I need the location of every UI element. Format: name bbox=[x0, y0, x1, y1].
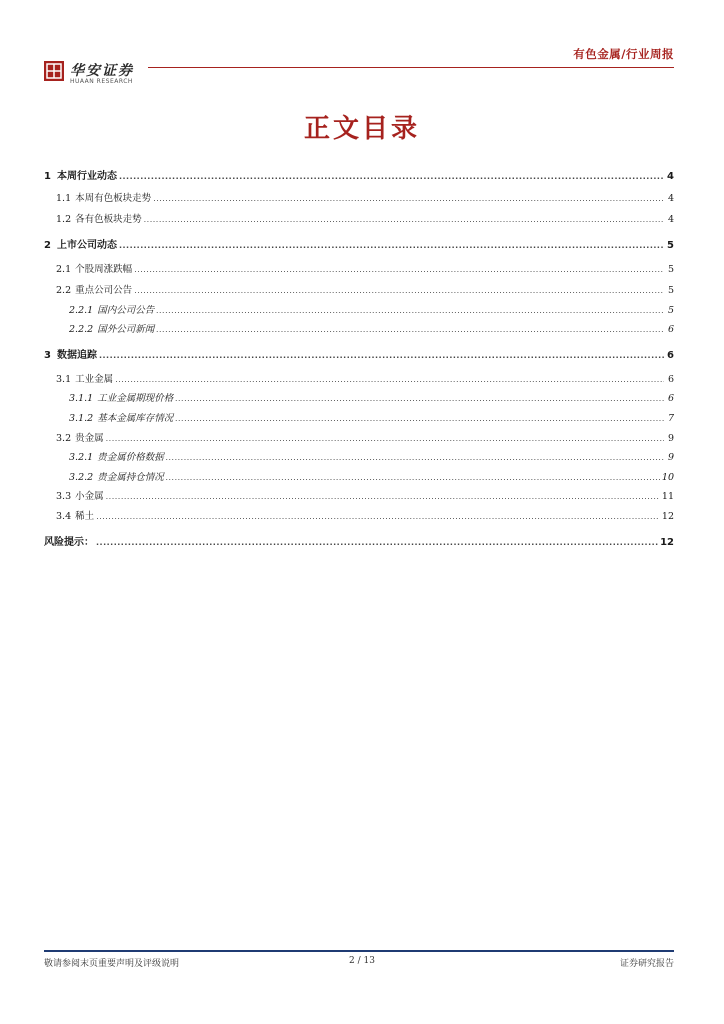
toc-entry[interactable] bbox=[44, 412, 674, 426]
toc-entry-number: 2.2.2 bbox=[69, 324, 94, 335]
toc-entry-text: 数据追踪 bbox=[56, 350, 97, 361]
toc-entry-text: 贵金属价格数据 bbox=[97, 452, 164, 463]
toc-entry[interactable] bbox=[44, 263, 674, 277]
toc-leader-dots bbox=[96, 510, 660, 524]
header-rule bbox=[148, 67, 674, 68]
toc-entry[interactable] bbox=[44, 349, 674, 363]
toc-entry-label bbox=[44, 536, 94, 550]
toc-entry-number: 2.1 bbox=[56, 264, 72, 275]
toc-entry-text: 国外公司新闻 bbox=[97, 324, 155, 335]
toc-leader-dots bbox=[106, 490, 660, 504]
toc-entry-text: 上市公司动态 bbox=[56, 240, 117, 251]
toc-entry-number: 3.1.2 bbox=[69, 413, 94, 424]
toc-leader-dots bbox=[175, 412, 664, 426]
toc-entry-text: 个股周涨跌幅 bbox=[75, 264, 133, 275]
toc-entry-page: 7 bbox=[667, 413, 674, 424]
toc-entry-label bbox=[56, 490, 104, 504]
footer-disclaimer: 敬请参阅末页重要声明及评级说明 bbox=[44, 959, 180, 969]
toc-entry[interactable] bbox=[44, 510, 674, 524]
toc-entry-page: 6 bbox=[667, 374, 674, 385]
toc-entry-label bbox=[56, 213, 142, 227]
toc-entry-page: 6 bbox=[667, 350, 674, 361]
toc-leader-dots bbox=[106, 432, 664, 446]
toc-leader-dots bbox=[156, 323, 664, 337]
toc-entry-label bbox=[56, 263, 132, 277]
toc-entry[interactable] bbox=[44, 490, 674, 504]
toc-leader-dots bbox=[119, 170, 664, 184]
toc-leader-dots bbox=[166, 451, 664, 465]
toc-entry-text: 风险提示： bbox=[44, 537, 94, 548]
toc-entry-label bbox=[69, 471, 164, 485]
toc-leader-dots bbox=[144, 213, 664, 227]
toc-entry[interactable] bbox=[44, 536, 674, 550]
toc-entry-label bbox=[56, 284, 132, 298]
toc-leader-dots bbox=[175, 392, 664, 406]
toc-entry-text: 小金属 bbox=[75, 491, 104, 502]
toc-leader-dots bbox=[134, 263, 664, 277]
toc-entry[interactable] bbox=[44, 432, 674, 446]
toc-entry-number: 3.2.1 bbox=[69, 452, 94, 463]
toc-entry-label bbox=[44, 239, 117, 253]
toc-entry-number: 1.2 bbox=[56, 214, 72, 225]
toc-entry[interactable] bbox=[44, 213, 674, 227]
toc-entry[interactable] bbox=[44, 392, 674, 406]
toc-entry-page: 6 bbox=[667, 324, 674, 335]
toc-entry-number: 2.2 bbox=[56, 285, 72, 296]
header-title: 有色金属/行业周报 bbox=[573, 47, 674, 61]
toc-entry-label bbox=[69, 323, 154, 337]
toc-entry-page: 11 bbox=[661, 491, 674, 502]
toc-entry-page: 9 bbox=[667, 433, 674, 444]
page-title: 正文目录 bbox=[303, 114, 420, 144]
toc-entry-label bbox=[56, 432, 104, 446]
toc-leader-dots bbox=[156, 304, 664, 318]
toc-entry-text: 贵金属持仓情况 bbox=[97, 472, 164, 483]
toc-entry-label bbox=[69, 451, 164, 465]
toc-entry[interactable] bbox=[44, 373, 674, 387]
toc-entry-number: 1 bbox=[44, 171, 51, 182]
toc-entry-label bbox=[69, 304, 154, 318]
toc-entry-number: 3.2 bbox=[56, 433, 72, 444]
toc-entry-text: 本周有色板块走势 bbox=[75, 193, 152, 204]
toc-entry-label bbox=[69, 412, 173, 426]
toc-leader-dots bbox=[153, 192, 664, 206]
toc-entry[interactable] bbox=[44, 239, 674, 253]
toc-entry-number: 2 bbox=[44, 240, 51, 251]
toc-entry[interactable] bbox=[44, 323, 674, 337]
toc-entry-text: 国内公司公告 bbox=[97, 305, 155, 316]
toc-entry-page: 4 bbox=[667, 193, 674, 204]
toc-entry-number: 3.1.1 bbox=[69, 393, 94, 404]
toc-entry-text: 各有色板块走势 bbox=[75, 214, 142, 225]
toc-entry-number: 3.3 bbox=[56, 491, 72, 502]
toc-entry-label bbox=[56, 192, 151, 206]
toc-entry-label bbox=[69, 392, 173, 406]
toc-entry-text: 重点公司公告 bbox=[75, 285, 133, 296]
toc-entry-number: 3 bbox=[44, 350, 51, 361]
toc-entry[interactable] bbox=[44, 304, 674, 318]
toc-entry-text: 本周行业动态 bbox=[56, 171, 117, 182]
toc-entry-label bbox=[44, 170, 117, 184]
toc-entry-page: 5 bbox=[667, 264, 674, 275]
page-indicator: 2 / 13 bbox=[349, 956, 375, 966]
logo-name: 华安证券 bbox=[70, 63, 134, 79]
logo-en: HUAAN RESEARCH bbox=[70, 78, 133, 85]
toc-entry-page: 12 bbox=[660, 537, 674, 548]
toc-entry[interactable] bbox=[44, 451, 674, 465]
toc-leader-dots bbox=[99, 349, 664, 363]
toc-entry-page: 5 bbox=[667, 305, 674, 316]
toc-entry-number: 3.4 bbox=[56, 511, 72, 522]
toc-leader-dots bbox=[166, 471, 660, 485]
toc-leader-dots bbox=[119, 239, 664, 253]
toc-entry-label bbox=[56, 373, 113, 387]
toc-entry-page: 5 bbox=[667, 240, 674, 251]
toc-entry[interactable] bbox=[44, 192, 674, 206]
toc-entry[interactable] bbox=[44, 471, 674, 485]
toc-entry-page: 5 bbox=[667, 285, 674, 296]
toc-leader-dots bbox=[115, 373, 664, 387]
toc-entry-number: 3.2.2 bbox=[69, 472, 94, 483]
toc-entry-page: 9 bbox=[667, 452, 674, 463]
toc-entry-text: 工业金属期现价格 bbox=[97, 393, 174, 404]
toc-entry-number: 1.1 bbox=[56, 193, 72, 204]
toc-entry-page: 4 bbox=[667, 214, 674, 225]
toc-entry-page: 10 bbox=[661, 472, 674, 483]
toc-entry-label bbox=[56, 510, 94, 524]
toc-entry-text: 基本金属库存情况 bbox=[97, 413, 174, 424]
toc-entry-page: 6 bbox=[667, 393, 674, 404]
toc-entry-label bbox=[44, 349, 97, 363]
footer-rule bbox=[44, 950, 674, 952]
toc-entry[interactable] bbox=[44, 284, 674, 298]
logo-mark bbox=[44, 61, 64, 81]
footer-report-type: 证券研究报告 bbox=[619, 959, 674, 969]
toc-entry[interactable] bbox=[44, 170, 674, 184]
toc-entry-page: 12 bbox=[661, 511, 674, 522]
toc-entry-number: 2.2.1 bbox=[69, 305, 94, 316]
toc-entry-number: 3.1 bbox=[56, 374, 72, 385]
toc-entry-text: 贵金属 bbox=[75, 433, 104, 444]
toc-leader-dots bbox=[134, 284, 664, 298]
toc-entry-page: 4 bbox=[667, 171, 674, 182]
toc-entry-text: 工业金属 bbox=[75, 374, 114, 385]
toc-entry-text: 稀土 bbox=[75, 511, 95, 522]
toc-leader-dots bbox=[96, 536, 658, 550]
